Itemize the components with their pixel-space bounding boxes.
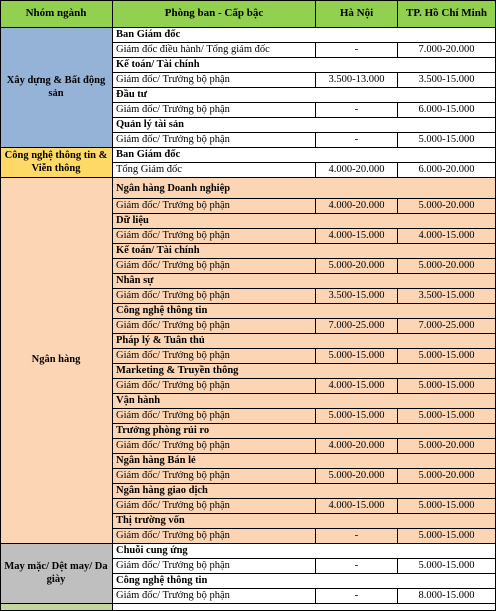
department-header: Chuỗi cung ứng [113,544,496,559]
department-header: Công nghệ thông tin [113,574,496,589]
hcm-salary: 5.000-15.000 [398,559,496,574]
next-row-strip [113,604,496,611]
hcm-salary: 5.000-15.000 [398,133,496,148]
hcm-salary: 5.000-15.000 [398,499,496,514]
hanoi-salary: 5.000-20.000 [316,259,398,274]
position-cell: Giám đốc điều hành/ Tổng giám đốc [113,43,316,58]
next-group-strip [0,604,113,611]
position-cell: Giám đốc/ Trưởng bộ phận [113,559,316,574]
hcm-salary: 7.000-25.000 [398,319,496,334]
hanoi-salary: 5.000-15.000 [316,349,398,364]
position-cell: Giám đốc/ Trưởng bộ phận [113,349,316,364]
header-hanoi: Hà Nội [316,0,398,28]
hanoi-salary: 4.000-15.000 [316,499,398,514]
group-label: Ngân hàng [0,178,113,544]
position-cell: Giám đốc/ Trưởng bộ phận [113,589,316,604]
department-header: Quản lý tài sản [113,118,496,133]
department-header: Ngân hàng Bán lẻ [113,454,496,469]
group-label: May mặc/ Dệt may/ Da giày [0,544,113,604]
hcm-salary: 5.000-20.000 [398,199,496,214]
hcm-salary: 5.000-20.000 [398,439,496,454]
hanoi-salary: - [316,559,398,574]
hcm-salary: 5.000-15.000 [398,409,496,424]
hanoi-salary: 4.000-20.000 [316,163,398,178]
department-header: Ban Giám đốc [113,148,496,163]
position-cell: Giám đốc/ Trưởng bộ phận [113,439,316,454]
position-cell: Giám đốc/ Trưởng bộ phận [113,529,316,544]
position-cell: Giám đốc/ Trưởng bộ phận [113,103,316,118]
position-cell: Giám đốc/ Trưởng bộ phận [113,289,316,304]
group-label: Công nghệ thông tin & Viễn thông [0,148,113,178]
hanoi-salary: - [316,589,398,604]
hcm-salary: 5.000-20.000 [398,469,496,484]
hcm-salary: 6.000-20.000 [398,163,496,178]
position-cell: Giám đốc/ Trưởng bộ phận [113,199,316,214]
department-header: Kế toán/ Tài chính [113,244,496,259]
position-cell: Giám đốc/ Trưởng bộ phận [113,379,316,394]
hcm-salary: 4.000-15.000 [398,229,496,244]
hanoi-salary: 5.000-20.000 [316,469,398,484]
position-cell: Giám đốc/ Trưởng bộ phận [113,259,316,274]
group-label: Xây dựng & Bất động sản [0,28,113,148]
header-group: Nhóm ngành [0,0,113,28]
department-header: Công nghệ thông tin [113,304,496,319]
position-cell: Giám đốc/ Trưởng bộ phận [113,409,316,424]
hcm-salary: 3.500-15.000 [398,73,496,88]
position-cell: Giám đốc/ Trưởng bộ phận [113,469,316,484]
hanoi-salary: 4.000-20.000 [316,199,398,214]
hcm-salary: 5.000-20.000 [398,259,496,274]
hanoi-salary: - [316,529,398,544]
hcm-salary: 8.000-15.000 [398,589,496,604]
position-cell: Giám đốc/ Trưởng bộ phận [113,499,316,514]
hanoi-salary: - [316,133,398,148]
department-header: Dữ liệu [113,214,496,229]
department-header: Trưởng phòng rủi ro [113,424,496,439]
department-header: Pháp lý & Tuân thủ [113,334,496,349]
hanoi-salary: 4.000-15.000 [316,229,398,244]
department-header: Marketing & Truyền thông [113,364,496,379]
hcm-salary: 3.500-15.000 [398,289,496,304]
hanoi-salary: 3.500-15.000 [316,289,398,304]
department-header: Kế toán/ Tài chính [113,58,496,73]
position-cell: Giám đốc/ Trưởng bộ phận [113,73,316,88]
department-header: Ban Giám đốc [113,28,496,43]
hcm-salary: 7.000-20.000 [398,43,496,58]
department-header: Vận hành [113,394,496,409]
hanoi-salary: 5.000-15.000 [316,409,398,424]
department-header: Thị trường vốn [113,514,496,529]
position-cell: Tổng Giám đốc [113,163,316,178]
department-header: Ngân hàng giao dịch [113,484,496,499]
header-position: Phòng ban - Cấp bậc [113,0,316,28]
position-cell: Giám đốc/ Trưởng bộ phận [113,133,316,148]
department-header: Ngân hàng Doanh nghiệp [113,178,496,199]
hanoi-salary: 4.000-15.000 [316,379,398,394]
hcm-salary: 6.000-15.000 [398,103,496,118]
hcm-salary: 5.000-15.000 [398,379,496,394]
hanoi-salary: - [316,43,398,58]
header-hcm: TP. Hồ Chí Minh [398,0,496,28]
hcm-salary: 5.000-15.000 [398,529,496,544]
position-cell: Giám đốc/ Trưởng bộ phận [113,319,316,334]
hanoi-salary: 4.000-20.000 [316,439,398,454]
hanoi-salary: 7.000-25.000 [316,319,398,334]
position-cell: Giám đốc/ Trưởng bộ phận [113,229,316,244]
department-header: Đầu tư [113,88,496,103]
hcm-salary: 5.000-15.000 [398,349,496,364]
hanoi-salary: - [316,103,398,118]
hanoi-salary: 3.500-13.000 [316,73,398,88]
department-header: Nhân sự [113,274,496,289]
